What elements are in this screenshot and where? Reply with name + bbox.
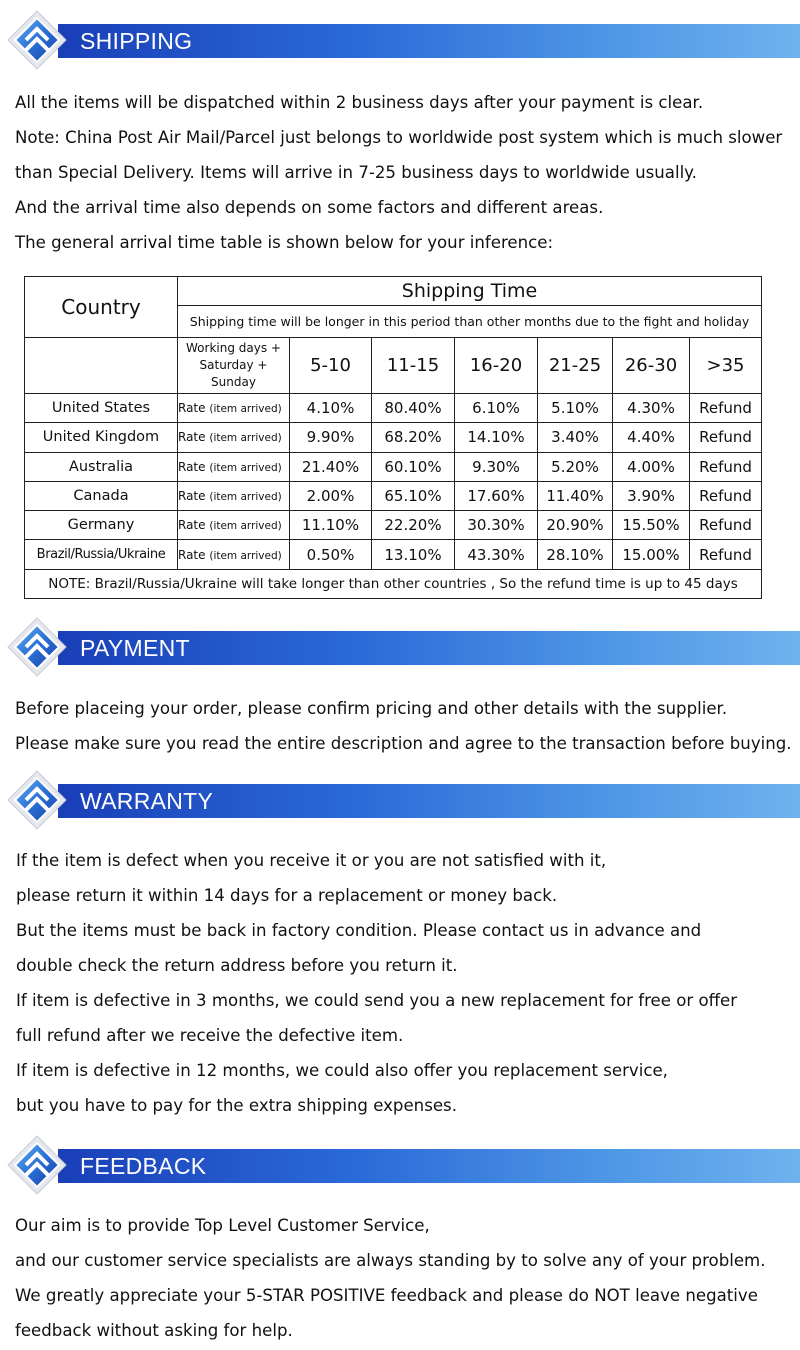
warranty-text xyxy=(16,843,800,1123)
feedback-text xyxy=(15,1208,800,1348)
range-header: 26-30 xyxy=(613,337,690,394)
rate-value-cell: 22.20% xyxy=(372,511,455,540)
warranty-title: WARRANTY xyxy=(80,788,214,814)
table-row xyxy=(25,394,762,423)
rate-value-cell: 3.90% xyxy=(613,481,690,510)
table-note: NOTE: Brazil/Russia/Ukraine will take longer than other countries , So the refund time is up to 45 days xyxy=(25,569,762,598)
rate-value-cell: 6.10% xyxy=(455,394,538,423)
chevron-up-icon xyxy=(4,767,70,833)
rate-label: Rate xyxy=(178,489,206,503)
shipping-text xyxy=(15,85,800,260)
rate-value-cell: 4.00% xyxy=(613,452,690,481)
chevron-up-icon xyxy=(4,7,70,73)
table-row xyxy=(25,540,762,569)
shipping-line: than Special Delivery. Items will arrive in 7-25 business days to worldwide usually. xyxy=(15,163,697,182)
warranty-line: If item is defective in 12 months, we could also offer you replacement service, xyxy=(16,1061,668,1080)
rate-suffix: (item arrived) xyxy=(209,461,282,474)
shipping-title: SHIPPING xyxy=(80,28,193,54)
rate-value-cell: 5.20% xyxy=(538,452,613,481)
warranty-header xyxy=(0,760,800,840)
rate-value-cell: Refund xyxy=(690,452,762,481)
rate-label: Rate xyxy=(178,518,206,533)
warranty-line: but you have to pay for the extra shipping expenses. xyxy=(16,1096,457,1115)
rate-value-cell: 15.00% xyxy=(613,540,690,569)
range-header: >35 xyxy=(690,337,762,394)
rate-label: Rate xyxy=(178,401,206,416)
table-row xyxy=(25,452,762,481)
rate-value-cell: 30.30% xyxy=(455,511,538,540)
rate-value-cell: 15.50% xyxy=(613,511,690,540)
rate-suffix: (item arrived) xyxy=(209,403,282,416)
shipping-line: Note: China Post Air Mail/Parcel just belongs to worldwide post system which is much slower xyxy=(15,128,783,147)
rate-value-cell: Refund xyxy=(690,511,762,540)
shipping-time-table xyxy=(24,276,762,599)
rate-value-cell: 9.90% xyxy=(290,423,372,452)
rate-label-cell xyxy=(178,540,290,569)
chevron-up-icon xyxy=(4,1132,70,1198)
table-row xyxy=(25,423,762,452)
rate-label: Rate xyxy=(178,547,206,562)
payment-line: Please make sure you read the entire description and agree to the transaction before buying. xyxy=(15,734,792,753)
rate-value-cell: 4.10% xyxy=(290,394,372,423)
rate-value-cell: 0.50% xyxy=(290,540,372,569)
rate-suffix: (item arrived) xyxy=(209,549,282,562)
feedback-title: FEEDBACK xyxy=(80,1153,207,1179)
rate-value-cell: Refund xyxy=(690,394,762,423)
rate-label-cell xyxy=(178,452,290,481)
period-note: Shipping time will be longer in this period than other months due to the fight and holiday xyxy=(178,306,762,337)
payment-title: PAYMENT xyxy=(80,635,190,661)
feedback-header xyxy=(0,1125,800,1205)
shipping-line: And the arrival time also depends on some factors and different areas. xyxy=(15,198,604,217)
rate-label-cell xyxy=(178,511,290,540)
shipping-line: All the items will be dispatched within 2 business days after your payment is clear. xyxy=(15,93,704,112)
rate-label: Rate xyxy=(178,459,206,474)
chevron-up-icon xyxy=(4,614,70,680)
feedback-line: and our customer service specialists are always standing by to solve any of your problem. xyxy=(15,1251,766,1270)
rate-value-cell: 28.10% xyxy=(538,540,613,569)
rate-value-cell: 4.40% xyxy=(613,423,690,452)
country-cell: Canada xyxy=(25,481,178,510)
table-row xyxy=(25,481,762,510)
rate-label-cell xyxy=(178,394,290,423)
shipping-line: The general arrival time table is shown below for your inference: xyxy=(15,233,554,252)
payment-header xyxy=(0,607,800,687)
working-days-header xyxy=(178,337,290,394)
rate-value-cell: 5.10% xyxy=(538,394,613,423)
table-row xyxy=(25,511,762,540)
rate-value-cell: Refund xyxy=(690,423,762,452)
rate-value-cell: 11.40% xyxy=(538,481,613,510)
rate-label: Rate xyxy=(178,430,206,445)
rate-value-cell: 9.30% xyxy=(455,452,538,481)
rate-suffix: (item arrived) xyxy=(209,432,282,445)
warranty-line: If the item is defect when you receive it or you are not satisfied with it, xyxy=(16,851,607,870)
warranty-line: If item is defective in 3 months, we could send you a new replacement for free or offer xyxy=(16,991,738,1010)
country-cell: United Kingdom xyxy=(25,423,178,452)
country-cell: Germany xyxy=(25,511,178,540)
rate-value-cell: 4.30% xyxy=(613,394,690,423)
rate-value-cell: 11.10% xyxy=(290,511,372,540)
country-cell: Brazil/Russia/Ukraine xyxy=(25,540,178,569)
rate-value-cell: 43.30% xyxy=(455,540,538,569)
payment-text xyxy=(15,691,800,761)
rate-suffix: (item arrived) xyxy=(209,520,282,533)
working-days-line: Sunday xyxy=(211,374,256,389)
range-header: 5-10 xyxy=(290,337,372,394)
rate-value-cell: 20.90% xyxy=(538,511,613,540)
country-cell: United States xyxy=(25,394,178,423)
rate-value-cell: 80.40% xyxy=(372,394,455,423)
payment-line: Before placeing your order, please confirm pricing and other details with the supplier. xyxy=(15,699,728,718)
warranty-line: please return it within 14 days for a replacement or money back. xyxy=(16,886,558,905)
rate-suffix: (item arrived) xyxy=(209,491,282,503)
feedback-line: feedback without asking for help. xyxy=(15,1321,293,1340)
working-days-line: Saturday + xyxy=(199,357,268,372)
rate-value-cell: 17.60% xyxy=(455,481,538,510)
rate-value-cell: Refund xyxy=(690,540,762,569)
rate-value-cell: 60.10% xyxy=(372,452,455,481)
country-header: Country xyxy=(25,277,178,338)
rate-value-cell: 13.10% xyxy=(372,540,455,569)
range-header: 11-15 xyxy=(372,337,455,394)
shipping-header xyxy=(0,0,800,80)
rate-value-cell: 68.20% xyxy=(372,423,455,452)
range-header: 16-20 xyxy=(455,337,538,394)
feedback-line: Our aim is to provide Top Level Customer Service, xyxy=(15,1216,430,1235)
rate-value-cell: 2.00% xyxy=(290,481,372,510)
warranty-line: double check the return address before you return it. xyxy=(16,956,458,975)
rate-value-cell: Refund xyxy=(690,481,762,510)
working-days-line: Working days + xyxy=(186,340,281,355)
shipping-time-header: Shipping Time xyxy=(178,277,762,306)
rate-label-cell xyxy=(178,423,290,452)
rate-value-cell: 65.10% xyxy=(372,481,455,510)
rate-label-cell xyxy=(178,481,290,510)
country-cell: Australia xyxy=(25,452,178,481)
country-header-spacer xyxy=(25,337,178,394)
rate-value-cell: 3.40% xyxy=(538,423,613,452)
range-header: 21-25 xyxy=(538,337,613,394)
warranty-line: But the items must be back in factory condition. Please contact us in advance and xyxy=(16,921,702,940)
rate-value-cell: 21.40% xyxy=(290,452,372,481)
rate-value-cell: 14.10% xyxy=(455,423,538,452)
warranty-line: full refund after we receive the defective item. xyxy=(16,1026,404,1045)
feedback-line: We greatly appreciate your 5-STAR POSITIVE feedback and please do NOT leave negative xyxy=(15,1286,758,1305)
